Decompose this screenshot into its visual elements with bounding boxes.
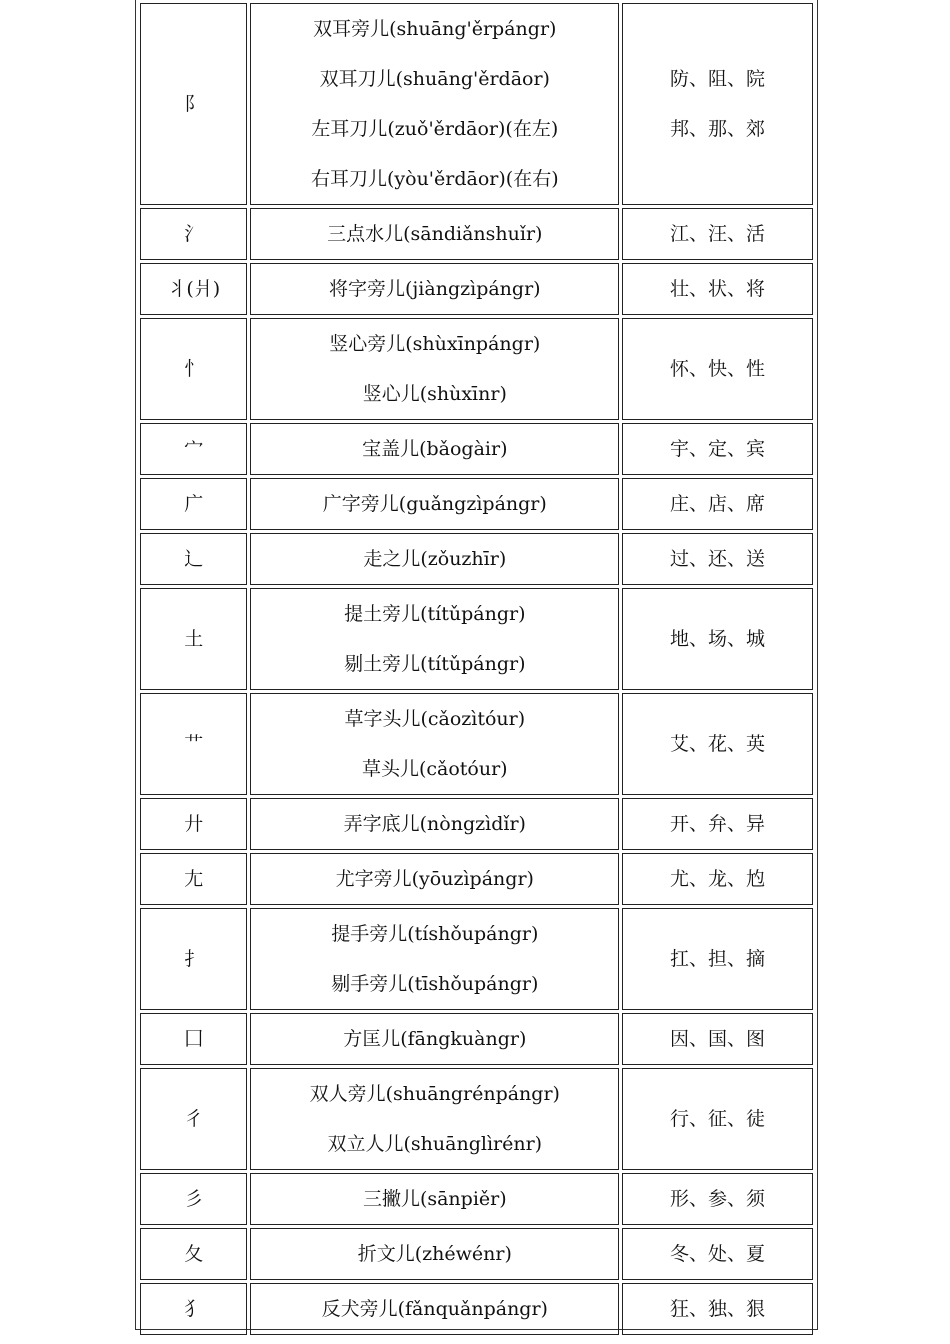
radical-glyph: 氵	[184, 223, 204, 245]
radical-name: 走之儿(zǒuzhīr)	[363, 548, 507, 570]
radical-cell	[140, 1173, 247, 1225]
example-characters-cell	[622, 533, 813, 585]
radical-cell	[140, 423, 247, 475]
table-row	[140, 693, 813, 795]
radical-name: 反犬旁儿(fǎnquǎnpángr)	[321, 1298, 548, 1320]
radical-cell	[140, 318, 247, 420]
example-characters: 地、场、城	[670, 628, 766, 650]
example-characters: 邦、那、郊	[670, 118, 766, 140]
radical-name: 竖心儿(shùxīnr)	[362, 383, 507, 405]
radical-name: 草字头儿(cǎozìtóur)	[344, 708, 526, 730]
example-characters: 行、征、徒	[670, 1108, 766, 1130]
radical-name: 草头儿(cǎotóur)	[361, 758, 508, 780]
example-characters: 冬、处、夏	[670, 1243, 766, 1265]
table-row	[140, 1068, 813, 1170]
radical-name: 剔手旁儿(tīshǒupángr)	[331, 973, 539, 995]
radical-cell	[140, 263, 247, 315]
table-row	[140, 798, 813, 850]
radical-name-cell	[250, 908, 619, 1010]
radical-name: 将字旁儿(jiàngzìpángr)	[329, 278, 541, 300]
example-characters-cell	[622, 588, 813, 690]
radical-name: 左耳刀儿(zuǒ'ěrdāor)(在左)	[311, 118, 559, 140]
radical-cell	[140, 1228, 247, 1280]
table-row	[140, 423, 813, 475]
radical-glyph: 夂	[184, 1243, 204, 1265]
example-characters-cell	[622, 1068, 813, 1170]
radical-name: 三撇儿(sānpiěr)	[362, 1188, 507, 1210]
example-characters-cell	[622, 693, 813, 795]
radical-name-cell	[250, 693, 619, 795]
example-characters: 宇、定、宾	[670, 438, 766, 460]
radical-glyph: 扌	[184, 948, 204, 970]
table-row	[140, 263, 813, 315]
example-characters-cell	[622, 3, 813, 205]
example-characters: 因、国、图	[670, 1028, 766, 1050]
radical-table-body	[140, 3, 813, 1335]
radical-name: 双耳旁儿(shuāng'ěrpángr)	[313, 18, 557, 40]
radical-name: 提手旁儿(tíshǒupángr)	[331, 923, 539, 945]
radical-name: 折文儿(zhéwénr)	[357, 1243, 512, 1265]
radical-glyph: 尢	[184, 868, 204, 890]
radical-cell	[140, 1283, 247, 1335]
radical-table	[137, 0, 816, 1338]
radical-cell	[140, 588, 247, 690]
radical-name: 广字旁儿(guǎngzìpángr)	[322, 493, 547, 515]
radical-name: 宝盖儿(bǎogàir)	[362, 438, 508, 460]
example-characters-cell	[622, 1228, 813, 1280]
radical-name-cell	[250, 853, 619, 905]
table-row	[140, 478, 813, 530]
example-characters-cell	[622, 908, 813, 1010]
radical-name-cell	[250, 588, 619, 690]
radical-cell	[140, 908, 247, 1010]
radical-name-cell	[250, 3, 619, 205]
radical-glyph: 囗	[184, 1028, 204, 1050]
radical-name: 三点水儿(sāndiǎnshuǐr)	[327, 223, 543, 245]
table-row	[140, 533, 813, 585]
radical-name-cell	[250, 1013, 619, 1065]
table-row	[140, 588, 813, 690]
radical-name-cell	[250, 318, 619, 420]
example-characters-cell	[622, 318, 813, 420]
table-row	[140, 1283, 813, 1335]
radical-name: 弄字底儿(nòngzìdǐr)	[343, 813, 526, 835]
radical-name: 方匡儿(fāngkuàngr)	[343, 1028, 527, 1050]
radical-name-cell	[250, 263, 619, 315]
example-characters: 防、阻、院	[670, 68, 766, 90]
radical-name-cell	[250, 423, 619, 475]
radical-glyph: 忄	[184, 358, 204, 380]
radical-glyph: 阝	[184, 93, 204, 115]
radical-cell	[140, 208, 247, 260]
radical-glyph: 辶	[184, 548, 204, 570]
example-characters: 形、参、须	[670, 1188, 766, 1210]
radical-name-cell	[250, 1228, 619, 1280]
radical-name: 双立人儿(shuānglìrénr)	[327, 1133, 543, 1155]
radical-name-cell	[250, 1173, 619, 1225]
radical-cell	[140, 1068, 247, 1170]
radical-glyph: 彡	[184, 1188, 204, 1210]
example-characters-cell	[622, 798, 813, 850]
radical-cell	[140, 693, 247, 795]
radical-name: 双耳刀儿(shuāng'ěrdāor)	[319, 68, 550, 90]
radical-glyph: 广	[184, 493, 204, 515]
radical-name-cell	[250, 1068, 619, 1170]
radical-name: 竖心旁儿(shùxīnpángr)	[329, 333, 541, 355]
example-characters-cell	[622, 1173, 813, 1225]
table-row	[140, 908, 813, 1010]
example-characters: 江、汪、活	[670, 223, 766, 245]
table-row	[140, 1173, 813, 1225]
example-characters-cell	[622, 208, 813, 260]
example-characters: 怀、快、性	[670, 358, 766, 380]
radical-name-cell	[250, 478, 619, 530]
table-row	[140, 208, 813, 260]
radical-cell	[140, 1013, 247, 1065]
example-characters: 扛、担、摘	[670, 948, 766, 970]
radical-cell	[140, 853, 247, 905]
radical-cell	[140, 3, 247, 205]
radical-glyph: 彳	[184, 1108, 204, 1130]
example-characters: 狂、独、狠	[670, 1298, 766, 1320]
table-row	[140, 853, 813, 905]
example-characters-cell	[622, 853, 813, 905]
radical-glyph: 犭	[184, 1298, 204, 1320]
example-characters: 尤、龙、尥	[670, 868, 766, 890]
example-characters-cell	[622, 478, 813, 530]
example-characters-cell	[622, 1013, 813, 1065]
radical-name: 双人旁儿(shuāngrénpángr)	[309, 1083, 560, 1105]
example-characters: 艾、花、英	[670, 733, 766, 755]
radical-glyph: 艹	[184, 733, 204, 755]
radical-name-cell	[250, 1283, 619, 1335]
example-characters: 壮、状、将	[670, 278, 766, 300]
radical-glyph: 廾	[184, 813, 204, 835]
example-characters: 庄、店、席	[670, 493, 766, 515]
table-row	[140, 1228, 813, 1280]
example-characters-cell	[622, 423, 813, 475]
table-row	[140, 3, 813, 205]
radical-name: 剔土旁儿(títǔpángr)	[344, 653, 526, 675]
table-row	[140, 1013, 813, 1065]
example-characters: 开、弁、异	[670, 813, 766, 835]
radical-cell	[140, 533, 247, 585]
radical-glyph: 土	[184, 628, 204, 650]
radical-name-cell	[250, 208, 619, 260]
example-characters-cell	[622, 1283, 813, 1335]
radical-name-cell	[250, 533, 619, 585]
radical-name-cell	[250, 798, 619, 850]
example-characters: 过、还、送	[670, 548, 766, 570]
table-row	[140, 318, 813, 420]
radical-name: 提土旁儿(títǔpángr)	[344, 603, 526, 625]
radical-cell	[140, 798, 247, 850]
radical-glyph: 宀	[184, 438, 204, 460]
radical-name: 尤字旁儿(yōuzìpángr)	[335, 868, 534, 890]
radical-glyph: 丬(爿)	[167, 278, 221, 300]
radical-cell	[140, 478, 247, 530]
radical-name: 右耳刀儿(yòu'ěrdāor)(在右)	[310, 168, 559, 190]
example-characters-cell	[622, 263, 813, 315]
